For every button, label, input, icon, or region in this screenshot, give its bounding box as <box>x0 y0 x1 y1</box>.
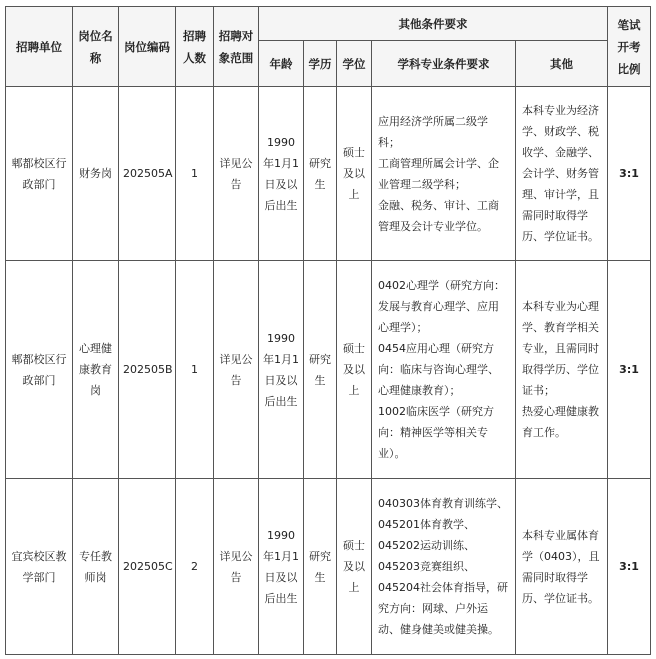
cell-age: 1990年1月1日及以后出生 <box>259 261 304 479</box>
header-age: 年龄 <box>259 41 304 87</box>
header-edu: 学历 <box>304 41 337 87</box>
cell-ratio: 3:1 <box>608 261 651 479</box>
header-post-code: 岗位编码 <box>119 7 176 87</box>
header-degree: 学位 <box>337 41 372 87</box>
header-major: 学科专业条件要求 <box>372 41 516 87</box>
cell-scope: 详见公告 <box>214 261 259 479</box>
table-row <box>6 261 651 479</box>
cell-other: 本科专业为经济学、财政学、税收学、金融学、会计学、财务管理、审计学，且需同时取得学历、学位证书。 <box>516 87 608 261</box>
cell-edu: 研究生 <box>304 87 337 261</box>
header-post-name: 岗位名称 <box>73 7 119 87</box>
cell-age: 1990年1月1日及以后出生 <box>259 479 304 655</box>
header-scope: 招聘对象范围 <box>214 7 259 87</box>
cell-unit: 郫都校区行政部门 <box>6 87 73 261</box>
cell-count: 1 <box>176 261 214 479</box>
cell-post-name: 财务岗 <box>73 87 119 261</box>
cell-post-code: 202505B <box>119 261 176 479</box>
cell-scope: 详见公告 <box>214 479 259 655</box>
header-unit: 招聘单位 <box>6 7 73 87</box>
cell-other: 本科专业为心理学、教育学相关专业，且需同时取得学历、学位证书； 热爱心理健康教育工作。 <box>516 261 608 479</box>
cell-edu: 研究生 <box>304 479 337 655</box>
cell-post-name: 专任教师岗 <box>73 479 119 655</box>
cell-major: 040303体育教育训练学、045201体育教学、045202运动训练、045203竞赛组织、045204社会体育指导，研究方向：网球、户外运动、健身健美或健美操。 <box>372 479 516 655</box>
cell-edu: 研究生 <box>304 261 337 479</box>
cell-major: 应用经济学所属二级学科； 工商管理所属会计学、企业管理二级学科； 金融、税务、审计、工商管理及会计专业学位。 <box>372 87 516 261</box>
cell-count: 1 <box>176 87 214 261</box>
header-count: 招聘人数 <box>176 7 214 87</box>
cell-degree: 硕士及以上 <box>337 87 372 261</box>
cell-post-code: 202505C <box>119 479 176 655</box>
cell-ratio: 3:1 <box>608 87 651 261</box>
recruitment-table <box>5 6 651 655</box>
cell-count: 2 <box>176 479 214 655</box>
header-other: 其他 <box>516 41 608 87</box>
cell-unit: 宜宾校区教学部门 <box>6 479 73 655</box>
table-row <box>6 87 651 261</box>
table-header <box>6 7 651 87</box>
cell-age: 1990年1月1日及以后出生 <box>259 87 304 261</box>
cell-degree: 硕士及以上 <box>337 479 372 655</box>
header-other-req: 其他条件要求 <box>259 7 608 41</box>
cell-ratio: 3:1 <box>608 479 651 655</box>
cell-unit: 郫都校区行政部门 <box>6 261 73 479</box>
cell-post-name: 心理健康教育岗 <box>73 261 119 479</box>
header-exam-ratio: 笔试开考比例 <box>608 7 651 87</box>
cell-degree: 硕士及以上 <box>337 261 372 479</box>
cell-post-code: 202505A <box>119 87 176 261</box>
table-row <box>6 479 651 655</box>
cell-other: 本科专业属体育学（0403），且需同时取得学历、学位证书。 <box>516 479 608 655</box>
cell-major: 0402心理学（研究方向：发展与教育心理学、应用心理学）； 0454应用心理（研究方向：临床与咨询心理学、心理健康教育）； 1002临床医学（研究方向：精神医学等相关专业）。 <box>372 261 516 479</box>
cell-scope: 详见公告 <box>214 87 259 261</box>
